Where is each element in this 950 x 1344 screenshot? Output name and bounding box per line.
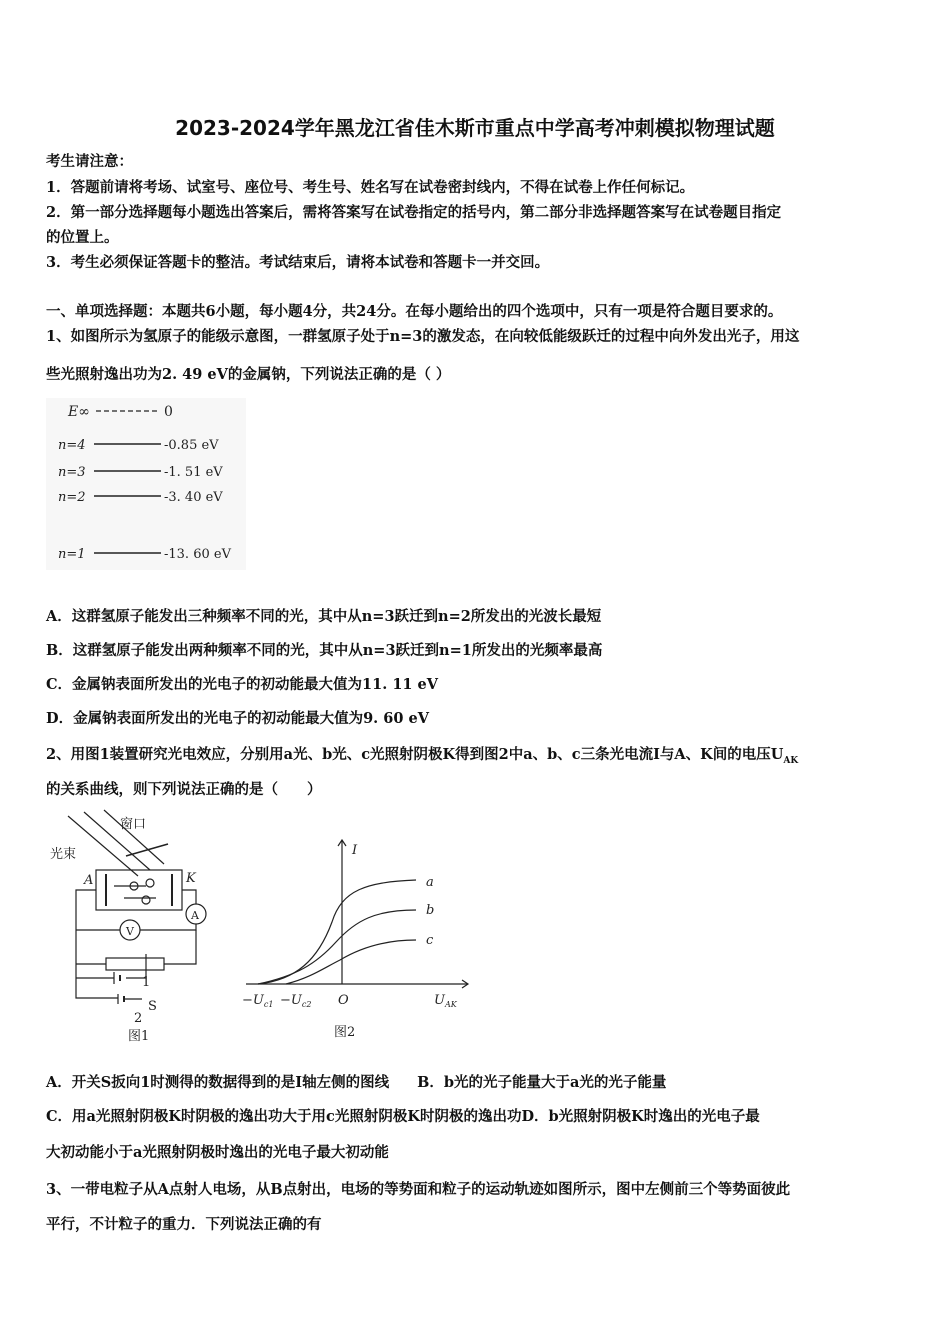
- q2-option-a: A．开关S扳向1时测得的数据得到的是I轴左侧的图线: [46, 1074, 390, 1091]
- label-i-axis: I: [352, 843, 358, 858]
- level-value-4: -0.85 eV: [164, 438, 219, 453]
- q2-option-d: D．b光照射阴极K时逸出的光电子最: [521, 1108, 760, 1125]
- label-curve-a: a: [426, 875, 434, 890]
- label-ammeter: A: [191, 909, 199, 922]
- label-uc1-main: −U: [242, 993, 264, 1008]
- q1-option-b: B．这群氢原子能发出两种频率不同的光，其中从n=3跃迁到n=1所发出的光频率最高: [46, 642, 603, 659]
- label-curve-b: b: [426, 903, 435, 918]
- label-uak: [434, 993, 458, 1009]
- label-voltmeter: V: [126, 925, 134, 938]
- notice-item-1: 1．答题前请将考场、试室号、座位号、考生号、姓名写在试卷密封线内，不得在试卷上作任何标记。: [46, 179, 695, 196]
- q2-stem-line1: [46, 745, 916, 771]
- q2-options-ab: [46, 1073, 916, 1093]
- figure-1-circuit: [46, 808, 236, 1048]
- label-uc1: [242, 993, 273, 1009]
- figure-1-caption: 图1: [128, 1029, 150, 1044]
- q1-stem-line2: 些光照射逸出功为2. 49 eV的金属钠，下列说法正确的是（ ）: [46, 366, 451, 383]
- q3-stem-line2: 平行，不计粒子的重力．下列说法正确的有: [46, 1216, 322, 1233]
- q2-stem-line2: 的关系曲线，则下列说法正确的是（ ）: [46, 781, 322, 798]
- curve-a: [258, 880, 416, 984]
- label-uc2-main: −U: [280, 993, 302, 1008]
- label-beam: 光束: [50, 847, 77, 862]
- label-s: S: [148, 999, 157, 1014]
- level-value-3: -1. 51 eV: [164, 465, 223, 480]
- energy-level-diagram: [46, 398, 246, 570]
- electron-2: [146, 879, 154, 887]
- label-curve-c: c: [426, 933, 434, 948]
- label-anode: A: [84, 873, 94, 888]
- wire-right-top: [182, 890, 196, 904]
- label-origin: O: [338, 993, 349, 1008]
- label-uc2: [280, 993, 311, 1009]
- q1-option-d: D．金属钠表面所发出的光电子的初动能最大值为9. 60 eV: [46, 710, 429, 727]
- wire-left: [76, 890, 118, 998]
- label-uak-main: U: [434, 993, 445, 1008]
- notice-item-2: 2．第一部分选择题每小题选出答案后，需将答案写在试卷指定的括号内，第二部分非选择题答案写在试卷题目指定: [46, 204, 782, 221]
- window-glass: [126, 844, 168, 856]
- q2-option-d-cont: 大初动能小于a光照射阴极时逸出的光电子最大初动能: [46, 1144, 389, 1161]
- diagram-background: [46, 398, 246, 570]
- level-value-2: -3. 40 eV: [164, 490, 223, 505]
- curve-c: [286, 940, 416, 984]
- q2-options-cd: [46, 1107, 916, 1127]
- section-heading: 一、单项选择题：本题共6小题，每小题4分，共24分。在每小题给出的四个选项中，只有一项是符合题目要求的。: [46, 303, 783, 320]
- curve-b: [258, 910, 416, 984]
- level-label-4: n=4: [58, 438, 86, 453]
- phototube-outline: [96, 870, 182, 910]
- q1-option-c: C．金属钠表面所发出的光电子的初动能最大值为11. 11 eV: [46, 676, 439, 693]
- level-label-3: n=3: [58, 465, 86, 480]
- label-window: 窗口: [120, 817, 147, 832]
- q3-stem-line1: 3、一带电粒子从A点射人电场，从B点射出，电场的等势面和粒子的运动轨迹如图所示，图中左侧前三个等势面彼此: [46, 1181, 791, 1198]
- q2-option-c: C．用a光照射阴极K时阴极的逸出功大于用c光照射阴极K时阴极的逸出功: [46, 1108, 522, 1125]
- q2-stem-text: 2、用图1装置研究光电效应，分别用a光、b光、c光照射阴极K得到图2中a、b、c三条光电流I与A、K间的电压U: [46, 746, 784, 763]
- notice-item-2-cont: 的位置上。: [46, 229, 119, 246]
- q2-option-b: B．b光的光子能量大于a光的光子能量: [417, 1074, 667, 1091]
- electron-3: [142, 896, 150, 904]
- level-value-1: -13. 60 eV: [164, 547, 231, 562]
- level-label-2: n=2: [58, 490, 86, 505]
- rheostat: [106, 958, 164, 970]
- q1-option-a: A．这群氢原子能发出三种频率不同的光，其中从n=3跃迁到n=2所发出的光波长最短: [46, 608, 602, 625]
- notice-heading: 考生请注意：: [46, 153, 133, 170]
- label-2: 2: [134, 1011, 143, 1026]
- figure-2-caption: 图2: [334, 1025, 356, 1040]
- figure-2-iu-curves: [236, 830, 476, 1046]
- label-1: 1: [142, 975, 151, 990]
- page-title: 2023-2024学年黑龙江省佳木斯市重点中学高考冲刺模拟物理试题: [175, 116, 775, 140]
- level-label-inf: E∞: [68, 404, 90, 420]
- level-value-inf: 0: [164, 404, 173, 420]
- level-label-1: n=1: [58, 547, 86, 562]
- label-uc1-sub: c1: [263, 1000, 274, 1009]
- notice-item-3: 3．考生必须保证答题卡的整洁。考试结束后，请将本试卷和答题卡一并交回。: [46, 254, 550, 271]
- label-cathode: K: [186, 871, 196, 886]
- q1-stem-line1: 1、如图所示为氢原子的能级示意图，一群氢原子处于n=3的激发态，在向较低能级跃迁的过程中向外发出光子，用这: [46, 328, 800, 345]
- label-uak-sub: AK: [444, 1000, 457, 1009]
- q2-stem-subscript: AK: [783, 755, 799, 766]
- wire-rheostat-right: [164, 930, 196, 964]
- label-uc2-sub: c2: [301, 1000, 312, 1009]
